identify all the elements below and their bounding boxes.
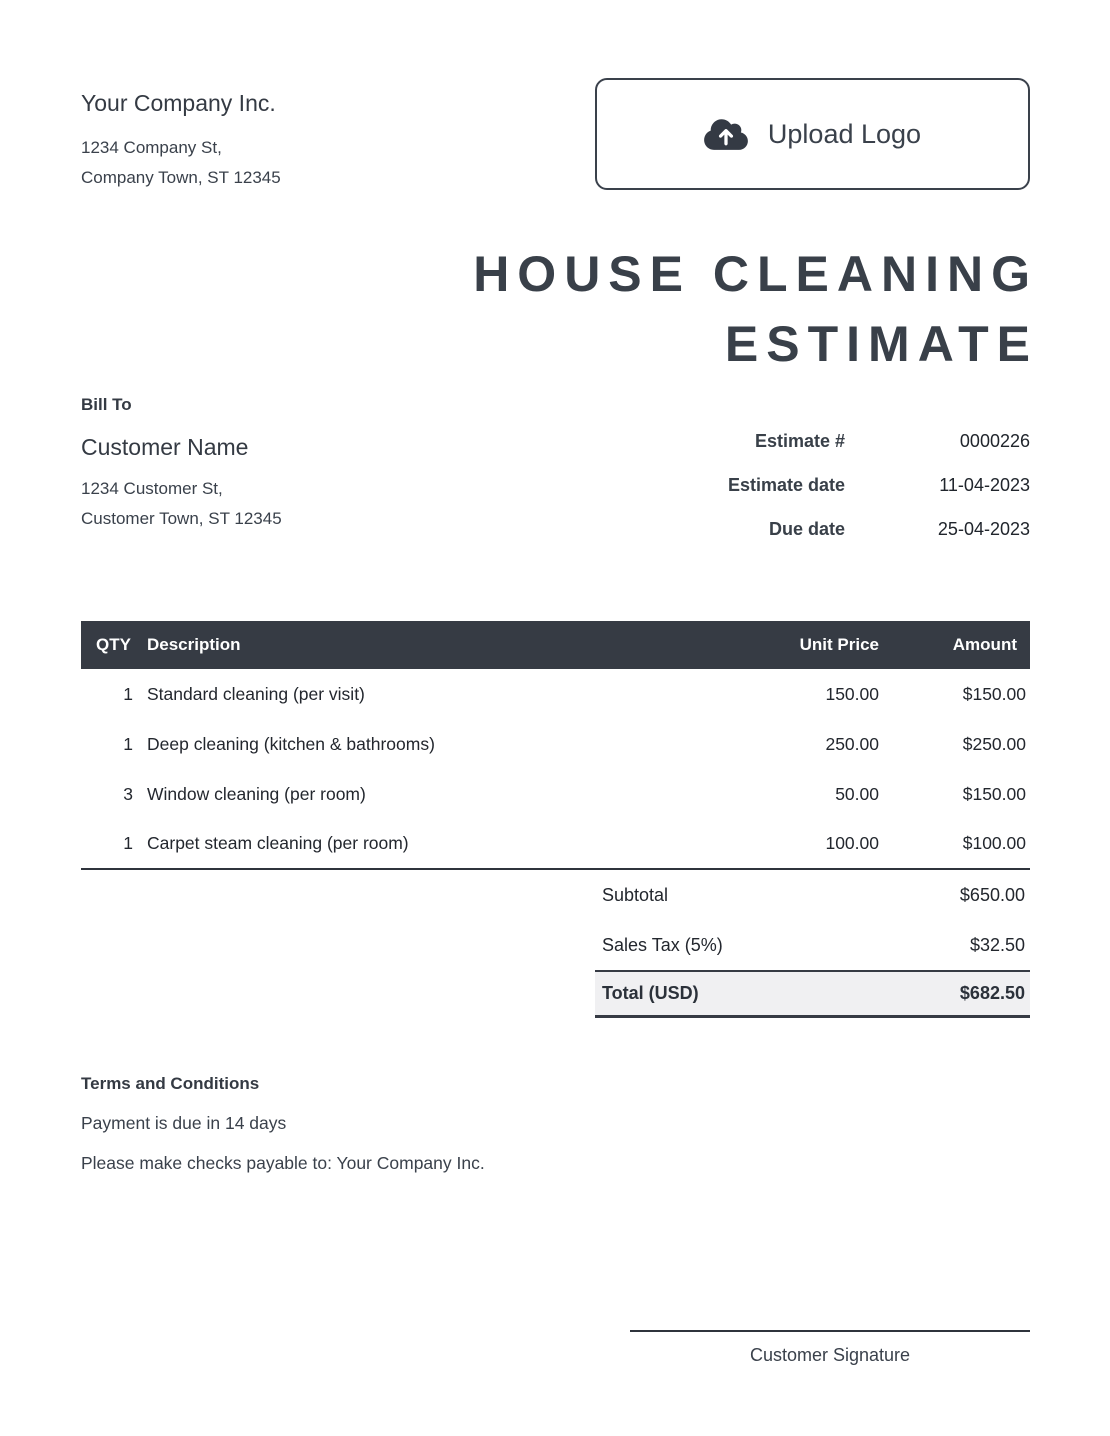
company-address [81,133,281,193]
info-section [81,395,1030,551]
estimate-number-value: 0000226 [959,430,1030,451]
estimate-date-row [595,463,1030,507]
description-column-header: Description [133,621,659,669]
customer-address [81,474,282,534]
customer-name: Customer Name [81,434,249,460]
item-qty: 1 [123,683,133,704]
qty-column-header: QTY [81,621,133,669]
document-title [81,239,1038,379]
item-unit-price: 250.00 [825,733,879,754]
item-amount: $150.00 [962,683,1026,704]
subtotal-label: Subtotal [602,884,669,905]
estimate-number-row [595,419,1030,463]
customer-address-line2: Customer Town, ST 12345 [81,509,282,528]
bill-to-heading: Bill To [81,395,132,414]
item-description: Window cleaning (per room) [147,783,366,804]
estimate-number-label: Estimate # [754,430,845,451]
title-line-2: ESTIMATE [724,316,1038,372]
terms-line-2: Please make checks payable to: Your Company Inc. [81,1153,485,1173]
cloud-upload-icon [704,117,748,152]
due-date-row [595,507,1030,551]
due-date-value: 25-04-2023 [937,518,1030,539]
table-header [81,621,1030,669]
totals-section [595,870,1030,1018]
total-value: $682.50 [959,983,1025,1003]
item-unit-price: 50.00 [835,783,879,804]
item-unit-price: 150.00 [825,683,879,704]
customer-signature-label: Customer Signature [749,1345,911,1365]
estimate-date-value: 11-04-2023 [939,474,1030,495]
estimate-meta [595,419,1030,551]
sales-tax-label: Sales Tax (5%) [602,934,723,955]
terms-heading: Terms and Conditions [81,1074,260,1093]
company-address-line1: 1234 Company St, [81,138,222,157]
total-row [595,970,1030,1018]
item-description: Carpet steam cleaning (per room) [133,819,659,869]
line-items-table [81,621,1030,870]
table-row [81,719,1030,769]
upload-logo-label: Upload Logo [767,118,922,149]
amount-column-header: Amount [879,621,1030,669]
customer-signature-block [630,1330,1030,1366]
estimate-date-label: Estimate date [727,474,845,495]
upload-logo-button[interactable] [595,78,1030,190]
item-description: Standard cleaning (per visit) [147,683,365,704]
item-amount: $250.00 [962,733,1026,754]
item-qty: 3 [123,783,133,804]
table-row [81,669,1030,719]
item-amount: $150.00 [962,783,1026,804]
sales-tax-value: $32.50 [969,934,1025,955]
terms-section [81,1074,1030,1174]
bill-to-block [81,395,282,551]
item-amount: $100.00 [879,819,1030,869]
customer-address-line1: 1234 Customer St, [81,479,223,498]
item-qty: 1 [81,819,133,869]
item-description: Deep cleaning (kitchen & bathrooms) [147,733,435,754]
subtotal-value: $650.00 [959,884,1025,905]
company-address-line2: Company Town, ST 12345 [81,168,281,187]
sales-tax-row [595,920,1030,970]
terms-line-1: Payment is due in 14 days [81,1113,287,1133]
item-qty: 1 [123,733,133,754]
total-label: Total (USD) [602,983,699,1003]
item-unit-price: 100.00 [659,819,879,869]
document-header [81,0,1030,193]
title-line-1: HOUSE CLEANING [473,246,1038,302]
company-name: Your Company Inc. [81,90,276,116]
unit-price-column-header: Unit Price [659,621,879,669]
table-row [81,819,1030,869]
table-row [81,769,1030,819]
subtotal-row [595,870,1030,920]
company-info [81,90,281,193]
due-date-label: Due date [768,518,845,539]
